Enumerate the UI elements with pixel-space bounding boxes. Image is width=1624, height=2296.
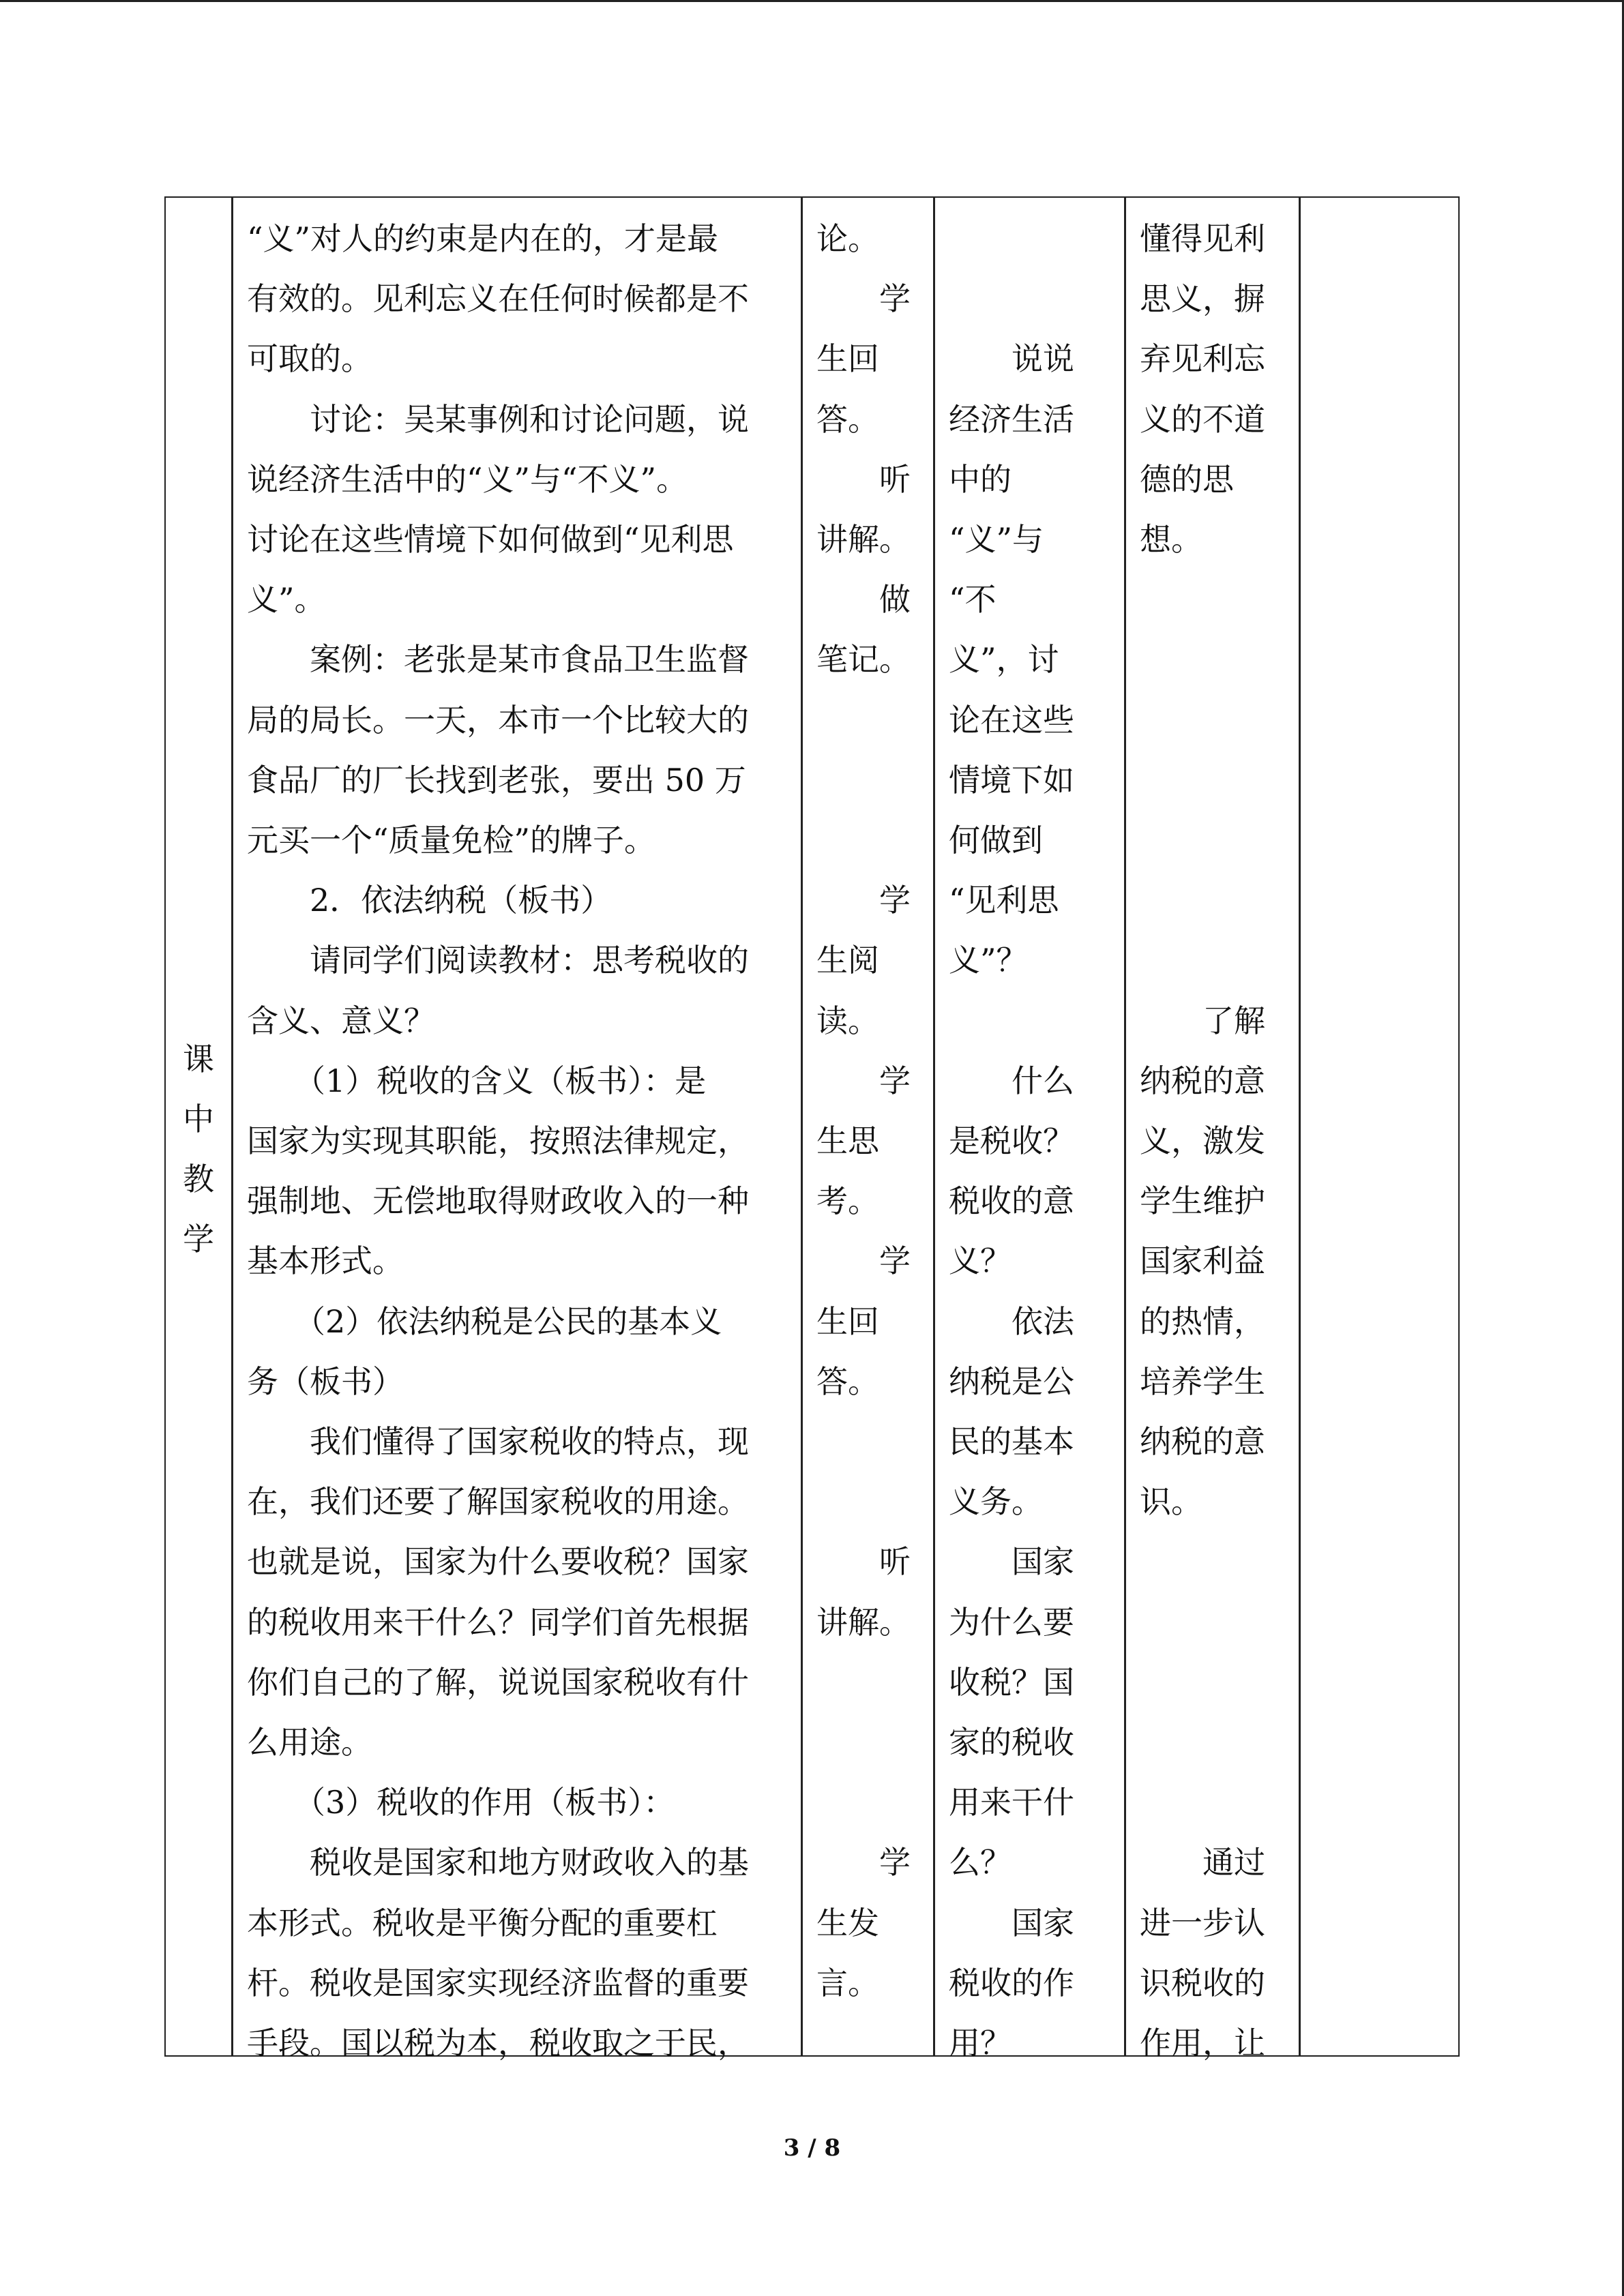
content-line: 强制地、无偿地取得财政收入的一种 — [247, 1182, 749, 1220]
section-label-char: 学 — [183, 1221, 214, 1258]
question-line: 何做到 — [949, 822, 1043, 859]
goal-line: 纳税的意 — [1140, 1423, 1265, 1460]
question-line: 用来干什 — [949, 1784, 1074, 1821]
goal-line: 纳税的意 — [1140, 1062, 1265, 1099]
content-line: 讨论：吴某事例和讨论问题，说 — [247, 400, 749, 438]
goal-line: 弃见利忘 — [1140, 340, 1265, 378]
question-line: 国家 — [949, 1904, 1074, 1941]
content-line: 请同学们阅读教材：思考税收的 — [247, 942, 749, 979]
question-line: 为什么要 — [949, 1603, 1074, 1641]
goal-line: 了解 — [1140, 1002, 1265, 1039]
student-activity-line: 听 — [816, 460, 911, 498]
goal-line: 义的不道 — [1140, 400, 1265, 438]
content-line: 食品厂的厂长找到老张，要出 50 万 — [247, 761, 746, 799]
student-activity-line: 做 — [816, 581, 911, 618]
content-line: 元买一个“质量免检”的牌子。 — [247, 822, 656, 859]
content-line: 基本形式。 — [247, 1242, 404, 1280]
student-activity-line: 生回 — [816, 340, 879, 378]
student-activity-line: 讲解。 — [816, 1603, 911, 1641]
question-line: “义”与 — [949, 521, 1044, 558]
goal-line: 思义，摒 — [1140, 280, 1265, 318]
question-line: 收税？国 — [949, 1663, 1074, 1701]
question-line: 国家 — [949, 1543, 1074, 1581]
goal-line: 识税收的 — [1140, 1964, 1265, 2001]
content-line: 税收是国家和地方财政收入的基 — [247, 1844, 749, 1881]
content-line: 义”。 — [247, 581, 326, 618]
student-activity-line: 生阅 — [816, 942, 879, 979]
question-line: 家的税收 — [949, 1724, 1074, 1761]
page-top-edge — [0, 0, 1624, 2]
student-activity-line: 答。 — [816, 400, 879, 438]
question-line: 税收的作 — [949, 1964, 1074, 2001]
content-line: （2）依法纳税是公民的基本义 — [247, 1302, 722, 1340]
lesson-plan-table — [164, 196, 1460, 2061]
content-line: 讨论在这些情境下如何做到“见利思 — [247, 521, 734, 558]
student-activity-line: 听 — [816, 1543, 911, 1581]
content-line: （3）税收的作用（板书）： — [247, 1784, 675, 1821]
student-activity-line: 学 — [816, 1844, 911, 1881]
content-line: 务（板书） — [247, 1362, 404, 1400]
content-line: 2．依法纳税（板书） — [247, 882, 612, 919]
question-line: 义务。 — [949, 1483, 1043, 1521]
goal-line: 懂得见利 — [1140, 220, 1265, 257]
question-line: 论在这些 — [949, 701, 1074, 739]
student-activity-line: 学 — [816, 280, 911, 318]
student-activity-line: 学 — [816, 1062, 911, 1099]
goal-line: 作用，让 — [1140, 2025, 1265, 2061]
question-line: 经济生活 — [949, 400, 1074, 438]
content-line: 我们懂得了国家税收的特点，现 — [247, 1423, 749, 1460]
content-line: 含义、意义？ — [247, 1002, 435, 1039]
content-line: 国家为实现其职能，按照法律规定， — [247, 1122, 749, 1159]
student-activity-line: 考。 — [816, 1182, 879, 1220]
question-line: 税收的意 — [949, 1182, 1074, 1220]
content-line: 说经济生活中的“义”与“不义”。 — [247, 460, 688, 498]
teaching-goal-cell — [1140, 198, 1298, 2061]
content-line: 杆。税收是国家实现经济监督的重要 — [247, 1964, 749, 2001]
column-divider — [933, 198, 935, 2055]
question-line: 中的 — [949, 460, 1012, 498]
goal-line: 想。 — [1140, 521, 1202, 558]
goal-line: 培养学生 — [1140, 1362, 1265, 1400]
student-activity-line: 生回 — [816, 1302, 879, 1340]
content-line: 可取的。 — [247, 340, 372, 378]
page-number: 3 / 8 — [783, 2134, 841, 2162]
student-activity-line: 学 — [816, 1242, 911, 1280]
goal-line: 义，激发 — [1140, 1122, 1265, 1159]
question-line: 义？ — [949, 1242, 1012, 1280]
question-line: 义”，讨 — [949, 641, 1059, 679]
content-line: 本形式。税收是平衡分配的重要杠 — [247, 1904, 718, 1941]
student-activity-line: 言。 — [816, 1964, 879, 2001]
student-activity-line: 答。 — [816, 1362, 879, 1400]
content-line: 有效的。见利忘义在任何时候都是不 — [247, 280, 749, 318]
goal-line: 进一步认 — [1140, 1904, 1265, 1941]
student-activity-line: 笔记。 — [816, 641, 911, 679]
question-line: 说说 — [949, 340, 1074, 378]
content-line: 的税收用来干什么？同学们首先根据 — [247, 1603, 749, 1641]
question-line: 民的基本 — [949, 1423, 1074, 1460]
goal-line: 的热情， — [1140, 1302, 1265, 1340]
content-line: 手段。国以税为本，税收取之于民， — [247, 2025, 749, 2061]
student-activity-cell — [816, 198, 932, 2055]
section-label-char: 课 — [183, 1040, 214, 1077]
question-line: 么？ — [949, 1844, 1012, 1881]
student-activity-line: 讲解。 — [816, 521, 911, 558]
goal-line: 德的思 — [1140, 460, 1234, 498]
content-line: 么用途。 — [247, 1724, 372, 1761]
column-divider — [1124, 198, 1126, 2055]
question-line: 什么 — [949, 1062, 1074, 1099]
question-line: 依法 — [949, 1302, 1074, 1340]
question-line: 用？ — [949, 2025, 1012, 2061]
section-label-char: 中 — [183, 1100, 214, 1137]
content-line: 你们自己的了解，说说国家税收有什 — [247, 1663, 749, 1701]
question-line: 情境下如 — [949, 761, 1074, 799]
question-line: 纳税是公 — [949, 1362, 1074, 1400]
content-line: “义”对人的约束是内在的，才是最 — [247, 220, 719, 257]
question-line: 是税收？ — [949, 1122, 1074, 1159]
question-line: 义”？ — [949, 942, 1028, 979]
content-line: （1）税收的含义（板书）：是 — [247, 1062, 707, 1099]
question-line: “不 — [949, 581, 996, 618]
goal-line: 国家利益 — [1140, 1242, 1265, 1280]
column-divider — [231, 198, 233, 2055]
goal-line: 学生维护 — [1140, 1182, 1265, 1220]
question-cell — [949, 198, 1123, 2061]
content-line: 案例：老张是某市食品卫生监督 — [247, 641, 749, 679]
student-activity-line: 学 — [816, 882, 911, 919]
student-activity-line: 读。 — [816, 1002, 879, 1039]
question-line: “见利思 — [949, 882, 1059, 919]
content-line: 也就是说，国家为什么要收税？国家 — [247, 1543, 749, 1581]
student-activity-line: 生思 — [816, 1122, 879, 1159]
goal-line: 识。 — [1140, 1483, 1202, 1521]
goal-line: 通过 — [1140, 1844, 1265, 1881]
content-line: 局的局长。一天，本市一个比较大的 — [247, 701, 749, 739]
teaching-content-cell — [247, 198, 793, 2061]
section-label-char: 教 — [183, 1161, 214, 1197]
student-activity-line: 论。 — [816, 220, 879, 257]
column-divider — [801, 198, 803, 2055]
content-line: 在，我们还要了解国家税收的用途。 — [247, 1483, 749, 1521]
notes-cell — [1301, 198, 1460, 2055]
student-activity-line: 生发 — [816, 1904, 879, 1941]
section-label-cell — [166, 198, 231, 2055]
